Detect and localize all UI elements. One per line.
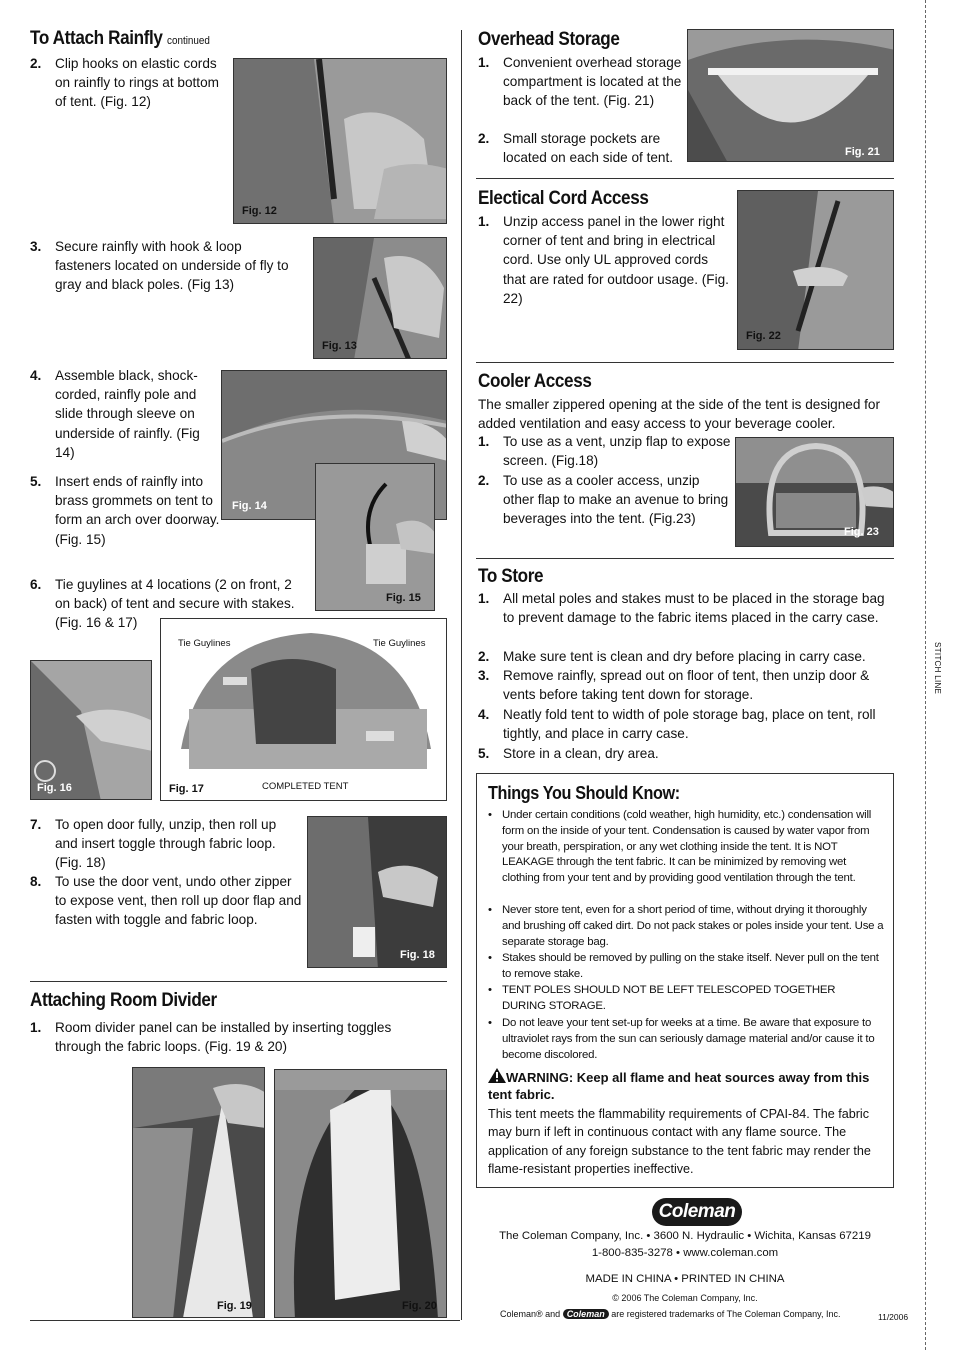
figure-19: Fig. 19 [132,1067,265,1318]
stitch-line-label: STITCH LINE [933,642,942,695]
figure-14: Fig. 14 [221,370,447,520]
cooler-intro: The smaller zippered opening at the side of the tent is designed for added ventilation and easy access to your beverage cooler. [478,397,881,432]
step-6: 6. Tie guylines at 4 locations (2 on front, 2 on back) of tent and secure with stakes. (Fig. 16 & 17) [30,577,295,631]
step-2: 2. Clip hooks on elastic cords on rainfly to rings at bottom of tent. (Fig. 12) [30,56,219,110]
step-5: 5. Insert ends of rainfly into brass grommets on tent to form an arch over doorway. (Fig. 15) [30,474,220,547]
divider [476,178,894,179]
divider [476,362,894,363]
know-bullet: • Stakes should be removed by pulling on the stake itself. Never pull on the tent to remove stake. [488,952,879,980]
know-bullet: • TENT POLES SHOULD NOT BE LEFT TELESCOPED TOGETHER DURING STORAGE. [488,984,836,1012]
section-title-overhead-storage: Overhead Storage [478,29,620,50]
overhead-step-1: 1. Convenient overhead storage compartment is located at the back of the tent. (Fig. 21) [478,55,682,109]
made-in: MADE IN CHINA • PRINTED IN CHINA [585,1273,785,1285]
step-8: 8. To use the door vent, undo other zipper to expose vent, then roll up door flap and fasten with toggle and fabric loop. [30,874,302,928]
store-step-2: 2. Make sure tent is clean and dry before placing in carry case. [478,649,866,664]
figure-21: Fig. 21 [687,29,894,162]
figure-22: Fig. 22 [737,190,894,350]
warning-text: This tent meets the flammability requirements of CPAI-84. The fabric may burn if left in continuous contact with any flame source. The application of any foreign substance to the tent fabric may render the flame-resistant properties ineffective. [488,1107,871,1177]
warning-title: WARNING: Keep all flame and heat sources away from this tent fabric. [488,1070,870,1102]
coleman-logo: Coleman [652,1198,742,1226]
figure-12: Fig. 12 [233,58,447,224]
company-address: The Coleman Company, Inc. • 3600 N. Hydraulic • Wichita, Kansas 67219 [499,1230,871,1242]
label-tie-guylines-left: Tie Guylines [178,638,231,649]
store-step-1: 1. All metal poles and stakes must to be placed in the storage bag to prevent damage to the fabric items placed in the carry case. [478,591,885,626]
step-7: 7. To open door fully, unzip, then roll up and insert toggle through fabric loop. (Fig. 18) [30,817,277,871]
section-title-to-store: To Store [478,566,544,587]
divider [476,558,894,559]
section-title-room-divider: Attaching Room Divider [30,990,217,1011]
figure-20: Fig. 20 [274,1069,447,1318]
trademark-line: Coleman® and Coleman are registered trademarks of The Coleman Company, Inc. [500,1309,841,1319]
figure-16: Fig. 16 [30,660,152,800]
figure-18: Fig. 18 [307,816,447,968]
divider [30,1320,460,1321]
divider-step-1: 1. Room divider panel can be installed by inserting toggles through the fabric loops. (Fig. 19 & 20) [30,1020,392,1055]
label-tie-guylines-right: Tie Guylines [373,638,426,649]
section-title-electrical: Electical Cord Access [478,188,649,209]
figure-17: Tie Guylines Tie Guylines Fig. 17 COMPLETED TENT [160,618,447,801]
warning-icon [488,1068,506,1083]
figure-23: Fig. 23 [735,437,894,547]
know-bullet: • Never store tent, even for a short period of time, without drying it thoroughly and brushing off caked dirt. Do not pack stakes or poles inside your tent. Use a separate storage bag. [488,904,884,948]
column-divider [461,30,462,1320]
store-step-3: 3. Remove rainfly, spread out on floor of tent, then unzip door & vents before taking tent down for storage. [478,668,870,703]
figure-15: Fig. 15 [315,463,435,611]
cooler-step-1: 1. To use as a vent, unzip flap to expose screen. (Fig.18) [478,434,731,469]
figure-13: Fig. 13 [313,237,447,359]
things-to-know-title: Things You Should Know: [488,783,680,803]
company-phone: 1-800-835-3278 • www.coleman.com [591,1247,779,1259]
label-completed-tent: COMPLETED TENT [262,781,349,792]
stitch-line [925,0,926,1350]
section-title-cooler-access: Cooler Access [478,371,592,392]
know-bullet: • Under certain conditions (cold weather, high humidity, etc.) condensation will form on the inside of your tent. Condensation is caused by water vapor from your breath, perspiration, or any wet clothing inside the tent. It is NOT LEAKAGE through the tent fabric. It can be minimized by removing wet clothing from your tent and by providing good ventilation through the tent. [488,809,872,885]
coleman-logo-small: Coleman [563,1309,609,1319]
step-4: 4. Assemble black, shock-corded, rainfly pole and slide through sleeve on underside of rainfly. (Fig 14) [30,368,200,460]
store-step-4: 4. Neatly fold tent to width of pole storage bag, place on tent, roll tightly, and place in carry case. [478,707,876,742]
electrical-step-1: 1. Unzip access panel in the lower right corner of tent and bring in electrical cord. Use only UL approved cords that are rated for outdoor usage. (Fig. 22) [478,214,729,306]
divider [30,981,447,982]
know-bullet: • Do not leave your tent set-up for weeks at a time. Be aware that exposure to ultraviolet rays from the sun can seriously damage material and/or cause it to become discolored. [488,1017,875,1061]
print-date: 11/2006 [878,1312,909,1322]
store-step-5: 5. Store in a clean, dry area. [478,746,659,761]
section-title-rainfly: To Attach Rainfly continued [30,28,210,49]
step-3: 3. Secure rainfly with hook & loop fasteners located on underside of fly to gray and black poles. (Fig 13) [30,239,289,293]
copyright: © 2006 The Coleman Company, Inc. [612,1293,758,1303]
overhead-step-2: 2. Small storage pockets are located on each side of tent. [478,131,674,166]
things-to-know-box [476,773,894,1188]
cooler-step-2: 2. To use as a cooler access, unzip other flap to make an avenue to bring beverages into the tent. (Fig.23) [478,473,729,527]
